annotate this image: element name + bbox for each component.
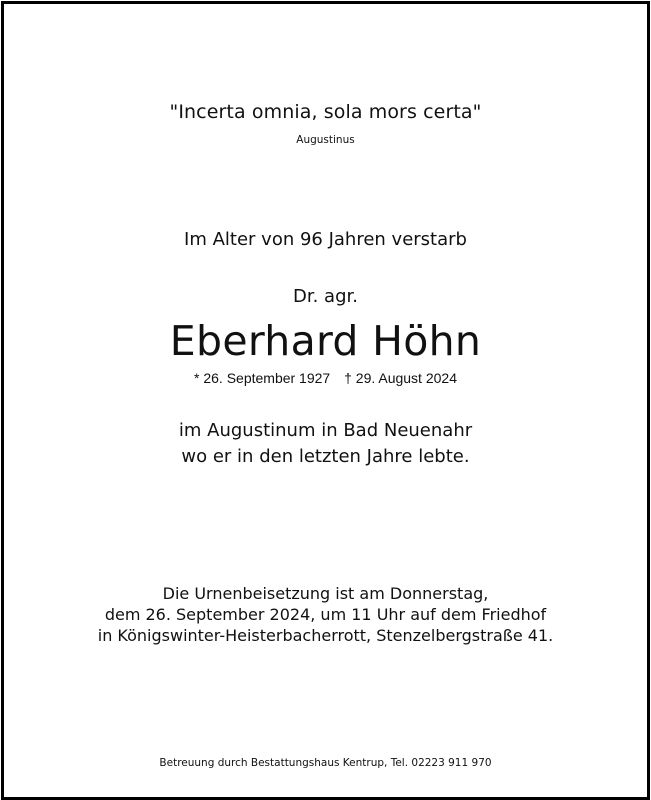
deceased-name: Eberhard Höhn: [169, 317, 482, 365]
life-dates: [4, 370, 647, 386]
burial-line-2: dem 26. September 2024, um 11 Uhr auf dem Friedhof: [104, 605, 547, 624]
burial-line-3: in Königswinter-Heisterbacherrott, Stenzelbergstraße 41.: [97, 626, 554, 645]
death-date: † 29. August 2024: [344, 370, 457, 386]
quote-text: "Incerta omnia, sola mors certa": [169, 101, 482, 123]
place-line-1: im Augustinum in Bad Neuenahr: [178, 420, 473, 441]
birth-date: * 26. September 1927: [194, 370, 331, 386]
obituary-notice: [1, 1, 650, 800]
intro-text: Im Alter von 96 Jahren verstarb: [184, 229, 467, 250]
funeral-home-footer: Betreuung durch Bestattungshaus Kentrup, Tel. 02223 911 970: [159, 757, 492, 769]
place-line-2: wo er in den letzten Jahre lebte.: [181, 446, 470, 467]
academic-title: Dr. agr.: [293, 286, 358, 307]
quote-author: Augustinus: [296, 134, 355, 146]
burial-line-1: Die Urnenbeisetzung ist am Donnerstag,: [162, 584, 489, 603]
